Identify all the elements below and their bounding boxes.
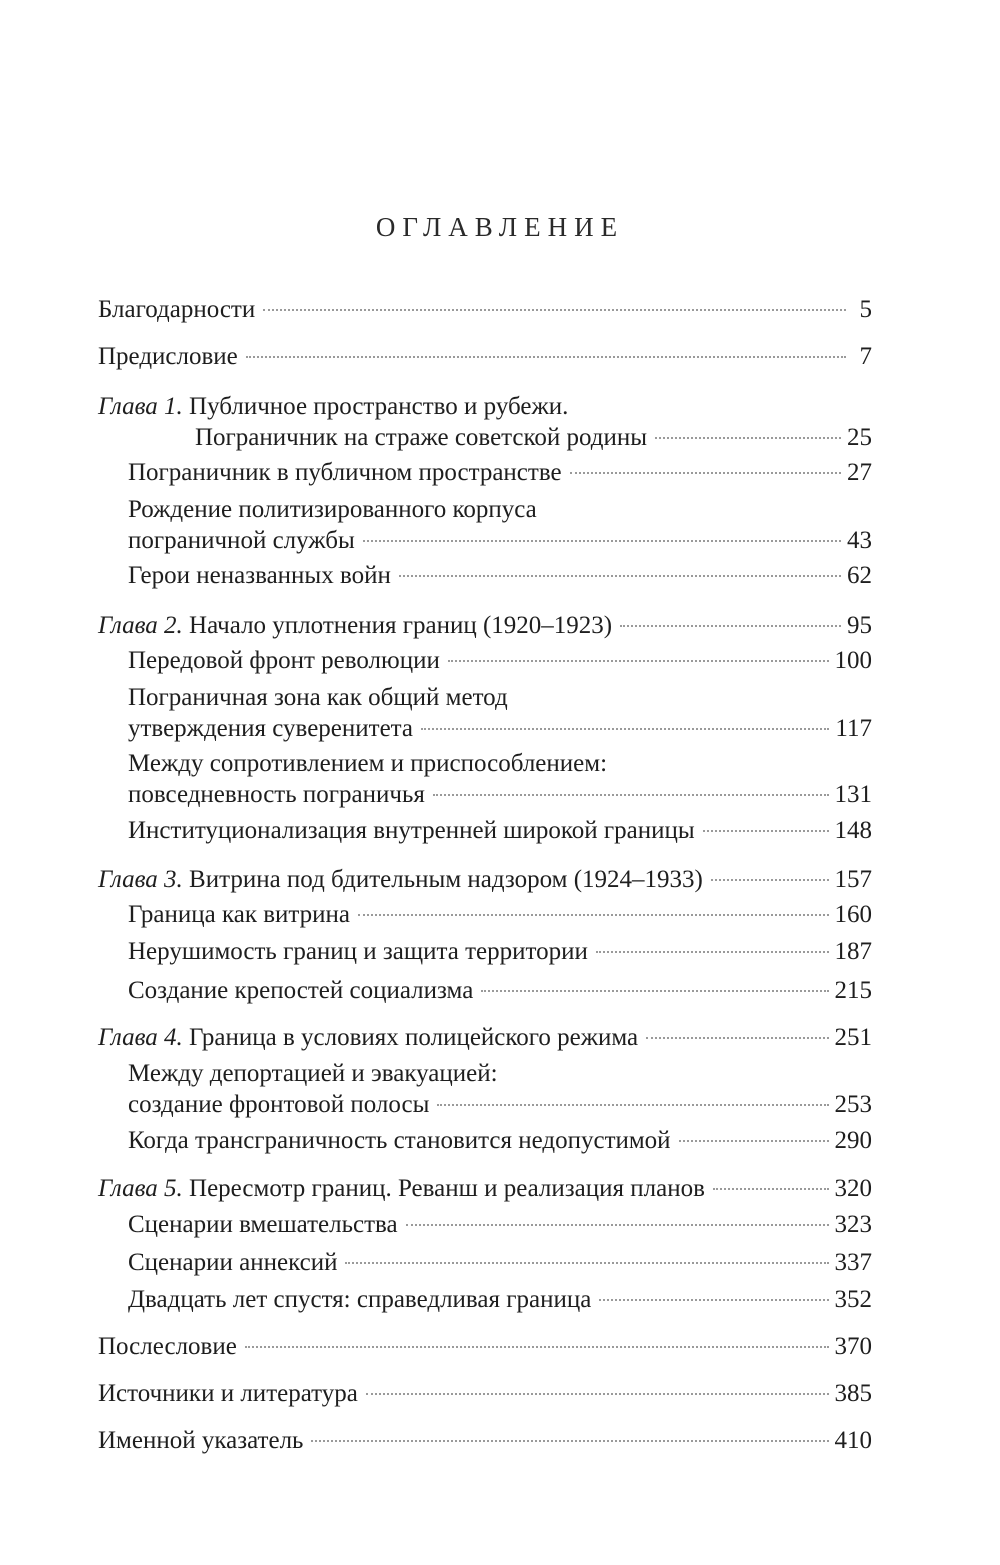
- page-number: 320: [834, 1175, 872, 1202]
- entry-title: Пограничник в публичном пространстве: [128, 459, 562, 486]
- page-number: 62: [847, 562, 872, 589]
- entry-title: Предисловие: [98, 343, 238, 370]
- page-number: 323: [834, 1211, 872, 1238]
- toc-entry-section[interactable]: [128, 1284, 872, 1315]
- entry-title: Передовой фронт революции: [128, 647, 440, 674]
- dot-leader: [713, 1188, 829, 1190]
- toc-entry-section[interactable]: [128, 494, 872, 556]
- entry-title-line-2: пограничной службы: [128, 527, 355, 554]
- entry-title: Сценарии аннексий: [128, 1249, 338, 1276]
- toc-entry-section[interactable]: [128, 936, 872, 967]
- toc-entry-section[interactable]: [128, 1209, 872, 1240]
- dot-leader: [245, 1346, 829, 1348]
- page-number: 251: [834, 1024, 872, 1051]
- page-number: 215: [834, 977, 872, 1004]
- entry-title-line-1: Публичное пространство и рубежи.: [189, 393, 569, 420]
- page-number: 187: [834, 938, 872, 965]
- dot-leader: [596, 951, 829, 953]
- toc-entry-name-index[interactable]: [98, 1425, 872, 1456]
- page-number: 43: [847, 527, 872, 554]
- toc-entry-chapter-3[interactable]: [98, 864, 872, 895]
- toc-entry-chapter-1[interactable]: [98, 391, 872, 453]
- page-number: 7: [859, 343, 872, 370]
- chapter-label: Глава 4.: [98, 1024, 183, 1051]
- page-number: 290: [834, 1127, 872, 1154]
- page-number: 27: [847, 459, 872, 486]
- entry-title: Витрина под бдительным надзором (1924–1933): [189, 866, 703, 893]
- toc-entry-section[interactable]: [128, 457, 872, 488]
- dot-leader: [358, 914, 829, 916]
- entry-title-line-2: утверждения суверенитета: [128, 715, 413, 742]
- toc-entry-section[interactable]: [128, 975, 872, 1006]
- entry-title: Нерушимость границ и защита территории: [128, 938, 588, 965]
- page-number: 410: [834, 1427, 872, 1454]
- entry-title-line-2: повседневность пограничья: [128, 781, 425, 808]
- dot-leader: [366, 1393, 829, 1395]
- toc-entry-chapter-4[interactable]: [98, 1022, 872, 1053]
- dot-leader: [433, 794, 829, 796]
- dot-leader: [345, 1262, 828, 1264]
- entry-title: Сценарии вмешательства: [128, 1211, 398, 1238]
- page-number: 131: [834, 781, 872, 808]
- entry-title: Создание крепостей социализма: [128, 977, 474, 1004]
- dot-leader: [311, 1440, 828, 1442]
- chapter-label: Глава 5.: [98, 1175, 183, 1202]
- entry-title: Послесловие: [98, 1333, 237, 1360]
- toc-entry-section[interactable]: [128, 560, 872, 591]
- page-number: 253: [834, 1091, 872, 1118]
- toc-entry-section[interactable]: [128, 682, 872, 744]
- entry-title-line-1: Между сопротивлением и приспособлением:: [128, 750, 608, 777]
- page-number: 157: [834, 866, 872, 893]
- page-number: 5: [859, 296, 872, 323]
- page-number: 160: [834, 901, 872, 928]
- entry-title: Герои неназванных войн: [128, 562, 391, 589]
- dot-leader: [421, 728, 829, 730]
- dot-leader: [570, 472, 841, 474]
- entry-title-line-2: создание фронтовой полосы: [128, 1091, 430, 1118]
- dot-leader: [437, 1104, 828, 1106]
- toc-entry-section[interactable]: [128, 1125, 872, 1156]
- entry-title: Когда трансграничность становится недопустимой: [128, 1127, 671, 1154]
- page-number: 117: [835, 715, 872, 742]
- entry-title: Источники и литература: [98, 1380, 358, 1407]
- dot-leader: [246, 356, 846, 358]
- page-number: 148: [834, 817, 872, 844]
- toc-title: ОГЛАВЛЕНИЕ: [375, 212, 625, 242]
- dot-leader: [620, 625, 841, 627]
- dot-leader: [703, 830, 829, 832]
- dot-leader: [448, 660, 829, 662]
- dot-leader: [363, 540, 841, 542]
- entry-title: Благодарности: [98, 296, 256, 323]
- toc-entry-afterword[interactable]: [98, 1331, 872, 1362]
- entry-title-line-1: Между депортацией и эвакуацией:: [128, 1060, 498, 1087]
- dot-leader: [263, 309, 846, 311]
- page-number: 352: [834, 1286, 872, 1313]
- chapter-label: Глава 1.: [98, 393, 183, 420]
- dot-leader: [406, 1224, 829, 1226]
- dot-leader: [711, 879, 829, 881]
- chapter-label: Глава 3.: [98, 866, 183, 893]
- entry-title: Пересмотр границ. Реванш и реализация планов: [189, 1175, 705, 1202]
- dot-leader: [646, 1037, 828, 1039]
- entry-title: Институционализация внутренней широкой границы: [128, 817, 695, 844]
- page-number: 337: [834, 1249, 872, 1276]
- dot-leader: [599, 1299, 828, 1301]
- entry-title-line-1: Пограничная зона как общий метод: [128, 684, 508, 711]
- entry-title: Граница в условиях полицейского режима: [189, 1024, 639, 1051]
- page-number: 25: [847, 424, 872, 451]
- toc-entry-section[interactable]: [128, 748, 872, 810]
- entry-title: Именной указатель: [98, 1427, 304, 1454]
- page-number: 385: [834, 1380, 872, 1407]
- toc-entry-chapter-5[interactable]: [98, 1173, 872, 1204]
- entry-title: Двадцать лет спустя: справедливая граница: [128, 1286, 592, 1313]
- page-number: 95: [847, 612, 872, 639]
- dot-leader: [399, 575, 841, 577]
- toc-entry-chapter-2[interactable]: [98, 610, 872, 641]
- page-number: 100: [834, 647, 872, 674]
- toc-entry-acknowledgements[interactable]: [98, 294, 872, 325]
- dot-leader: [655, 437, 841, 439]
- toc-entry-section[interactable]: [128, 645, 872, 676]
- dot-leader: [679, 1140, 829, 1142]
- toc-entry-section[interactable]: [128, 899, 872, 930]
- toc-entry-section[interactable]: [128, 815, 872, 846]
- toc-entry-section[interactable]: [128, 1247, 872, 1278]
- dot-leader: [481, 990, 828, 992]
- entry-title-line-2: Пограничник на страже советской родины: [195, 424, 648, 451]
- entry-title: Начало уплотнения границ (1920–1923): [189, 612, 613, 639]
- toc-entry-sources[interactable]: [98, 1378, 872, 1409]
- toc-entry-preface[interactable]: [98, 341, 872, 372]
- chapter-label: Глава 2.: [98, 612, 183, 639]
- entry-title: Граница как витрина: [128, 901, 350, 928]
- toc-entry-section[interactable]: [128, 1058, 872, 1120]
- entry-title-line-1: Рождение политизированного корпуса: [128, 496, 537, 523]
- page-number: 370: [834, 1333, 872, 1360]
